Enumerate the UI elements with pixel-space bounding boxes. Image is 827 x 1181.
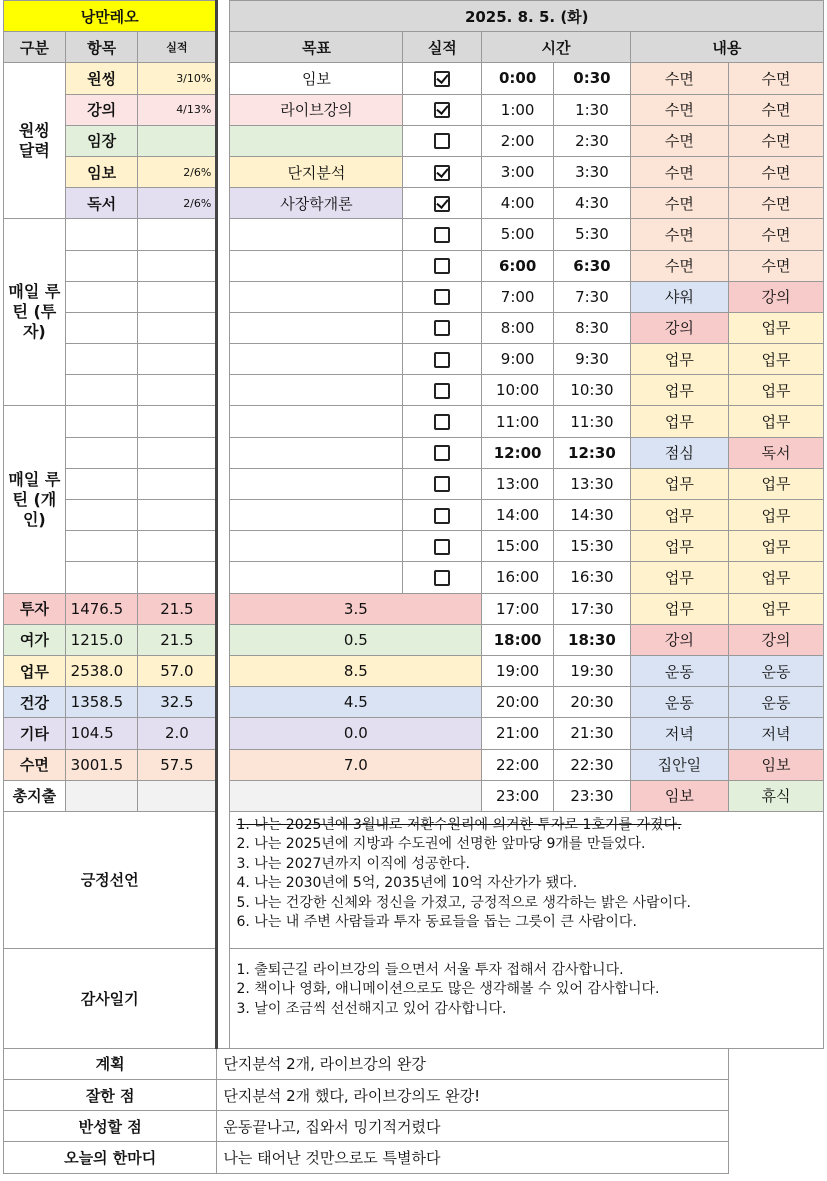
onething-ratio: 2/6% [138,156,217,187]
total-expense-label: 총지출 [4,780,66,811]
app-title: 낭만레오 [4,1,217,32]
onething-ratio: 3/10% [138,63,217,94]
time-start: 14:00 [482,500,554,531]
routine-row [4,344,824,375]
routine-goal[interactable] [230,531,403,562]
routine-row [4,531,824,562]
onething-row [4,63,824,94]
affirmation-label: 긍정선언 [4,811,217,948]
activity-first-half[interactable]: 업무 [630,500,728,531]
time-end: 5:30 [554,219,631,250]
totals-row [4,718,824,749]
routine-result[interactable] [138,281,217,312]
time-start: 19:00 [482,655,554,686]
routine-goal[interactable] [230,500,403,531]
time-end: 2:30 [554,125,631,156]
onething-row [4,156,824,187]
activity-second-half[interactable]: 강의 [728,281,823,312]
gratitude-text [230,948,824,1048]
checkbox[interactable] [434,133,450,149]
time-end: 1:30 [554,94,631,125]
affirmation-line: 4. 나는 2030년에 5억, 2035년에 10억 자산가가 됐다. [236,875,578,892]
routine-row [4,468,824,499]
routine-item[interactable] [65,281,138,312]
result-checkbox-cell[interactable] [403,188,482,219]
time-end: 19:30 [554,655,631,686]
activity-second-half[interactable]: 업무 [728,562,823,593]
routine-result[interactable] [138,250,217,281]
activity-first-half[interactable]: 업무 [630,406,728,437]
time-end: 11:30 [554,406,631,437]
planner-table [3,0,824,1174]
time-end: 8:30 [554,312,631,343]
result-checkbox-cell[interactable] [403,562,482,593]
time-end: 4:30 [554,188,631,219]
routine-row [4,281,824,312]
col-time: 시간 [482,32,631,63]
activity-second-half[interactable]: 업무 [728,406,823,437]
routine-row [4,312,824,343]
totals-label: 여가 [4,624,66,655]
activity-second-half[interactable]: 강의 [728,624,823,655]
time-start: 18:00 [482,624,554,655]
total-expense-week[interactable] [138,780,217,811]
activity-first-half[interactable]: 저녁 [630,718,728,749]
activity-second-half[interactable]: 수면 [728,125,823,156]
checkbox[interactable] [434,445,450,461]
checkbox[interactable] [434,383,450,399]
routine-goal[interactable] [230,344,403,375]
totals-cumulative: 2538.0 [65,655,138,686]
checkbox[interactable] [434,570,450,586]
activity-first-half[interactable]: 집안일 [630,749,728,780]
time-start: 21:00 [482,718,554,749]
totals-today: 8.5 [230,655,482,686]
col-result: 실적 [403,32,482,63]
reflection-label: 잘한 점 [4,1080,217,1111]
totals-cumulative: 1215.0 [65,624,138,655]
activity-second-half[interactable]: 임보 [728,749,823,780]
activity-second-half[interactable]: 수면 [728,188,823,219]
reflection-text[interactable]: 나는 태어난 것만으로도 특별하다 [217,1142,729,1173]
routine-item[interactable] [65,500,138,531]
checkbox[interactable] [434,320,450,336]
routine-goal[interactable] [230,312,403,343]
routine-goal[interactable] [230,281,403,312]
activity-second-half[interactable]: 업무 [728,312,823,343]
onething-ratio: 4/13% [138,94,217,125]
totals-cumulative: 3001.5 [65,749,138,780]
routine-item[interactable] [65,437,138,468]
onething-goal[interactable]: 임보 [230,63,403,94]
routine-item[interactable] [65,250,138,281]
gratitude-label: 감사일기 [4,948,217,1048]
activity-first-half[interactable]: 수면 [630,63,728,94]
affirmation-line: 1. 나는 2025년에 3월내로 저환수원리에 의거한 투자로 1호기를 가졌다. [236,816,682,833]
activity-first-half[interactable]: 수면 [630,125,728,156]
activity-first-half[interactable]: 업무 [630,531,728,562]
totals-cumulative: 1476.5 [65,593,138,624]
checkbox[interactable] [434,539,450,555]
routine-row [4,219,824,250]
routine-row [4,562,824,593]
activity-first-half[interactable]: 강의 [630,624,728,655]
activity-second-half[interactable]: 수면 [728,156,823,187]
routine-result[interactable] [138,437,217,468]
activity-first-half[interactable]: 수면 [630,156,728,187]
onething-row [4,188,824,219]
totals-today: 3.5 [230,593,482,624]
checkbox[interactable] [434,352,450,368]
routine-row [4,437,824,468]
affirmation-text [230,811,824,948]
time-start: 0:00 [482,63,554,94]
checkbox[interactable] [434,71,450,87]
section-onething: 원씽 달력 [4,63,66,219]
activity-first-half[interactable]: 샤워 [630,281,728,312]
routine-goal[interactable] [230,219,403,250]
totals-row [4,749,824,780]
totals-today: 7.0 [230,749,482,780]
routine-result[interactable] [138,562,217,593]
time-start: 15:00 [482,531,554,562]
result-checkbox-cell[interactable] [403,437,482,468]
activity-second-half[interactable]: 업무 [728,468,823,499]
checkbox[interactable] [434,258,450,274]
time-start: 22:00 [482,749,554,780]
activity-second-half[interactable]: 업무 [728,344,823,375]
reflection-label: 반성할 점 [4,1111,217,1142]
routine-item[interactable] [65,344,138,375]
time-start: 7:00 [482,281,554,312]
onething-item: 독서 [65,188,138,219]
gratitude-line: 3. 날이 조금씩 선선해지고 있어 감사합니다. [236,1000,507,1017]
activity-first-half[interactable]: 임보 [630,780,728,811]
time-start: 8:00 [482,312,554,343]
checkbox[interactable] [434,508,450,524]
totals-label: 수면 [4,749,66,780]
result-checkbox-cell[interactable] [403,500,482,531]
totals-week: 57.0 [138,655,217,686]
activity-first-half[interactable]: 수면 [630,94,728,125]
routine-goal[interactable] [230,250,403,281]
routine-item[interactable] [65,531,138,562]
activity-first-half[interactable]: 운동 [630,655,728,686]
time-start: 5:00 [482,219,554,250]
activity-second-half[interactable]: 수면 [728,250,823,281]
onething-item: 강의 [65,94,138,125]
totals-row [4,687,824,718]
totals-week: 2.0 [138,718,217,749]
routine-item[interactable] [65,468,138,499]
routine-goal[interactable] [230,406,403,437]
reflection-text[interactable]: 운동끝나고, 집와서 밍기적거렸다 [217,1111,729,1142]
time-end: 18:30 [554,624,631,655]
reflection-text[interactable]: 단지분석 2개 했다, 라이브강의도 완강! [217,1080,729,1111]
result-checkbox-cell[interactable] [403,156,482,187]
routine-row [4,500,824,531]
time-end: 21:30 [554,718,631,749]
total-expense-today[interactable] [230,780,482,811]
time-start: 12:00 [482,437,554,468]
time-start: 16:00 [482,562,554,593]
onething-goal[interactable] [230,125,403,156]
time-end: 23:30 [554,780,631,811]
activity-second-half[interactable]: 운동 [728,655,823,686]
col-category: 구분 [4,32,66,63]
totals-label: 기타 [4,718,66,749]
time-start: 13:00 [482,468,554,499]
checkbox[interactable] [434,196,450,212]
activity-first-half[interactable]: 업무 [630,344,728,375]
totals-week: 57.5 [138,749,217,780]
time-start: 1:00 [482,94,554,125]
column-divider [217,1,230,1049]
result-checkbox-cell[interactable] [403,94,482,125]
time-end: 6:30 [554,250,631,281]
gratitude-line: 2. 책이나 영화, 애니메이션으로도 많은 생각해볼 수 있어 감사합니다. [236,981,660,998]
activity-second-half[interactable]: 휴식 [728,780,823,811]
affirmation-line: 5. 나는 건강한 신체와 정신을 가졌고, 긍정적으로 생각하는 밝은 사람이다. [236,894,691,911]
result-checkbox-cell[interactable] [403,63,482,94]
result-checkbox-cell[interactable] [403,406,482,437]
checkbox[interactable] [434,414,450,430]
time-start: 2:00 [482,125,554,156]
checkbox[interactable] [434,227,450,243]
reflection-label: 오늘의 한마디 [4,1142,217,1173]
time-start: 6:00 [482,250,554,281]
time-end: 13:30 [554,468,631,499]
activity-second-half[interactable]: 업무 [728,531,823,562]
time-end: 17:30 [554,593,631,624]
onething-ratio [138,125,217,156]
totals-week: 21.5 [138,624,217,655]
activity-second-half[interactable]: 업무 [728,593,823,624]
result-checkbox-cell[interactable] [403,312,482,343]
time-end: 20:30 [554,687,631,718]
activity-first-half[interactable]: 수면 [630,250,728,281]
totals-label: 투자 [4,593,66,624]
activity-first-half[interactable]: 강의 [630,312,728,343]
routine-row [4,406,824,437]
activity-second-half[interactable]: 저녁 [728,718,823,749]
totals-week: 32.5 [138,687,217,718]
activity-first-half[interactable]: 수면 [630,188,728,219]
time-end: 9:30 [554,344,631,375]
routine-result[interactable] [138,468,217,499]
activity-second-half[interactable]: 수면 [728,63,823,94]
gratitude-line: 1. 출퇴근길 라이브강의 들으면서 서울 투자 접해서 감사합니다. [236,961,624,978]
result-checkbox-cell[interactable] [403,375,482,406]
time-end: 15:30 [554,531,631,562]
result-checkbox-cell[interactable] [403,125,482,156]
col-goal: 목표 [230,32,403,63]
activity-second-half[interactable]: 수면 [728,94,823,125]
activity-second-half[interactable]: 수면 [728,219,823,250]
time-start: 3:00 [482,156,554,187]
onething-item: 임보 [65,156,138,187]
activity-first-half[interactable]: 수면 [630,219,728,250]
activity-second-half[interactable]: 업무 [728,500,823,531]
col-result-small: 실적 [138,32,217,63]
time-end: 12:30 [554,437,631,468]
routine-item[interactable] [65,219,138,250]
routine-item[interactable] [65,406,138,437]
activity-first-half[interactable]: 점심 [630,437,728,468]
routine-result[interactable] [138,312,217,343]
totals-cumulative: 104.5 [65,718,138,749]
time-start: 10:00 [482,375,554,406]
onething-row [4,94,824,125]
routine-item[interactable] [65,562,138,593]
onething-goal[interactable]: 라이브강의 [230,94,403,125]
time-end: 10:30 [554,375,631,406]
onething-item: 임장 [65,125,138,156]
section-routine-invest: 매일 루틴 (투자) [4,219,66,406]
totals-today: 0.0 [230,718,482,749]
date-header: 2025. 8. 5. (화) [230,1,824,32]
activity-first-half[interactable]: 업무 [630,375,728,406]
routine-goal[interactable] [230,437,403,468]
routine-result[interactable] [138,406,217,437]
routine-row [4,250,824,281]
time-start: 4:00 [482,188,554,219]
time-start: 17:00 [482,593,554,624]
result-checkbox-cell[interactable] [403,531,482,562]
routine-result[interactable] [138,531,217,562]
onething-goal[interactable]: 단지분석 [230,156,403,187]
time-end: 7:30 [554,281,631,312]
totals-week: 21.5 [138,593,217,624]
time-start: 23:00 [482,780,554,811]
time-start: 20:00 [482,687,554,718]
reflection-text[interactable]: 단지분석 2개, 라이브강의 완강 [217,1048,729,1079]
col-content: 내용 [630,32,823,63]
onething-goal[interactable]: 사장학개론 [230,188,403,219]
routine-row [4,375,824,406]
activity-first-half[interactable]: 운동 [630,687,728,718]
routine-result[interactable] [138,219,217,250]
activity-second-half[interactable]: 독서 [728,437,823,468]
result-checkbox-cell[interactable] [403,468,482,499]
totals-row [4,624,824,655]
result-checkbox-cell[interactable] [403,281,482,312]
totals-label: 건강 [4,687,66,718]
time-end: 3:30 [554,156,631,187]
onething-item: 원씽 [65,63,138,94]
checkbox[interactable] [434,165,450,181]
totals-label: 업무 [4,655,66,686]
totals-row [4,655,824,686]
totals-today: 0.5 [230,624,482,655]
affirmation-line: 3. 나는 2027년까지 이직에 성공한다. [236,855,471,872]
totals-today: 4.5 [230,687,482,718]
activity-first-half[interactable]: 업무 [630,468,728,499]
routine-item[interactable] [65,375,138,406]
result-checkbox-cell[interactable] [403,219,482,250]
time-end: 0:30 [554,63,631,94]
affirmation-line: 2. 나는 2025년에 지방과 수도권에 선명한 앞마당 9개를 만들었다. [236,836,646,853]
activity-second-half[interactable]: 업무 [728,375,823,406]
col-item: 항목 [65,32,138,63]
result-checkbox-cell[interactable] [403,250,482,281]
time-end: 14:30 [554,500,631,531]
time-start: 11:00 [482,406,554,437]
time-start: 9:00 [482,344,554,375]
routine-result[interactable] [138,500,217,531]
activity-first-half[interactable]: 업무 [630,593,728,624]
checkbox[interactable] [434,289,450,305]
routine-goal[interactable] [230,468,403,499]
checkbox[interactable] [434,476,450,492]
result-checkbox-cell[interactable] [403,344,482,375]
routine-result[interactable] [138,375,217,406]
routine-item[interactable] [65,312,138,343]
reflection-label: 계획 [4,1048,217,1079]
affirmation-line: 6. 나는 내 주변 사람들과 투자 동료들을 돕는 그릇이 큰 사람이다. [236,914,637,931]
totals-row [4,593,824,624]
activity-second-half[interactable]: 운동 [728,687,823,718]
section-routine-personal: 매일 루틴 (개인) [4,406,66,593]
totals-cumulative: 1358.5 [65,687,138,718]
onething-ratio: 2/6% [138,188,217,219]
checkbox[interactable] [434,102,450,118]
time-end: 16:30 [554,562,631,593]
daily-planner-sheet [3,0,824,1174]
time-end: 22:30 [554,749,631,780]
onething-row [4,125,824,156]
activity-first-half[interactable]: 업무 [630,562,728,593]
routine-goal[interactable] [230,562,403,593]
routine-result[interactable] [138,344,217,375]
routine-goal[interactable] [230,375,403,406]
total-expense-value[interactable] [65,780,138,811]
